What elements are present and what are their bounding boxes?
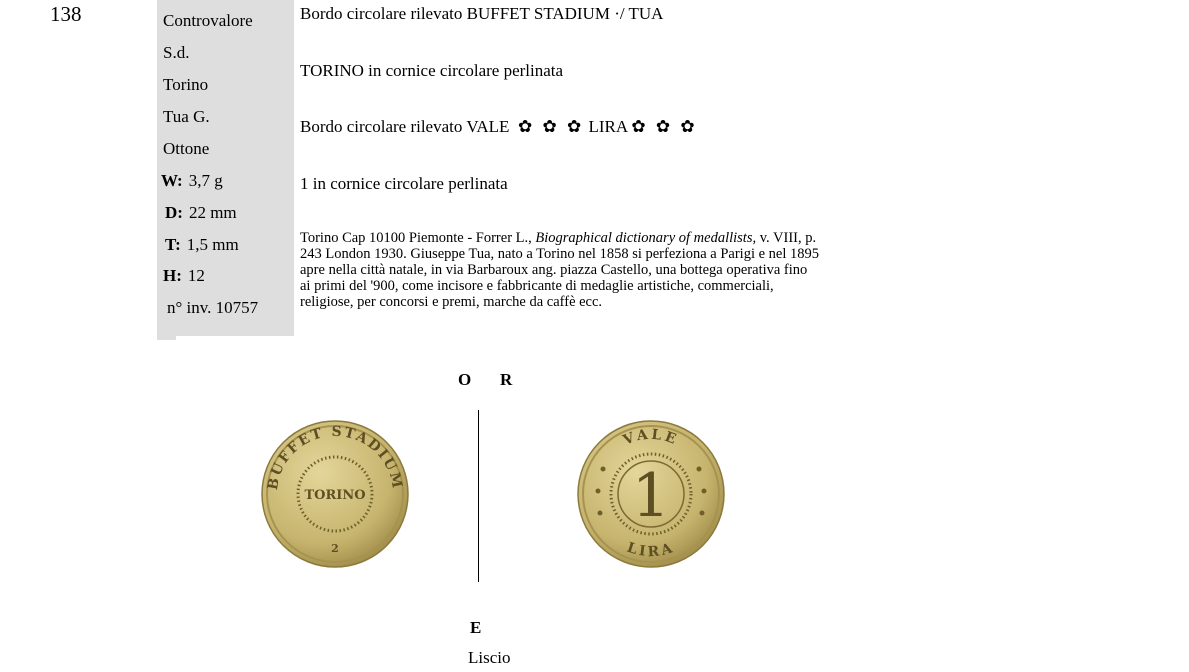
edge-label: E (470, 618, 482, 637)
sidebar-tail (157, 336, 176, 340)
metal: Ottone (163, 139, 210, 158)
reverse-coin-image (576, 419, 726, 569)
notes-part-2: v. VIII, p. 243 London 1930. Giuseppe Tua, nato a Torino nel 1858 si perfeziona a Parigi e nel 1895 apre nella città natale, in via Barbaroux ang. piazza Castello, una bottega operativa fino ai primi del '900, come incisore e fabbricante di medaglie artistiche, commerciali, religiose, per concorsi e premi, marche da caffè ecc. (300, 230, 820, 310)
reverse-label: R (500, 370, 513, 389)
height-label: H: (163, 266, 182, 285)
obverse-label: O (458, 370, 472, 389)
weight-label: W: (161, 171, 183, 190)
flower-ornaments-2: ✿ ✿ ✿ (631, 117, 698, 136)
thickness-label: T: (165, 235, 181, 254)
reverse-bottom-legend: LIRA (624, 539, 678, 561)
obverse-coin-image (260, 419, 410, 569)
flower-ornaments-1: ✿ ✿ ✿ (517, 117, 585, 136)
category: Controvalore (163, 11, 253, 30)
notes-part-1: Torino Cap 10100 Piemonte - Forrer L., (300, 230, 536, 246)
height-value: 12 (187, 266, 205, 285)
reverse-border-prefix: Bordo circolare rilevato VALE (300, 117, 510, 136)
weight (161, 171, 223, 191)
weight-value: 3,7 g (188, 171, 223, 190)
diameter-value: 22 mm (188, 203, 237, 222)
obverse-center-text: TORINO (304, 488, 366, 503)
divider-line (478, 410, 479, 582)
inventory-number: n° inv. 10757 (167, 298, 259, 317)
reverse-border-lira: LIRA (588, 117, 628, 136)
thickness (165, 235, 239, 255)
notes-book-title: Biographical dictionary of medallists, (535, 230, 757, 246)
reverse-center-numeral: 1 (631, 461, 671, 531)
reverse-border-description (300, 117, 698, 137)
obverse-legend: BUFFET STADIUM (264, 423, 406, 492)
notes-paragraph (300, 230, 820, 310)
obverse-center-description: TORINO in cornice circolare perlinata (300, 61, 564, 80)
maker: Tua G. (163, 107, 210, 126)
diameter (165, 203, 237, 223)
reverse-center-description: 1 in cornice circolare perlinata (300, 174, 508, 193)
thickness-value: 1,5 mm (186, 235, 239, 254)
reverse-top-legend: VALE (620, 426, 681, 449)
diameter-label: D: (165, 203, 183, 222)
obverse-border-description: Bordo circolare rilevato BUFFET STADIUM ·/ TUA (300, 4, 664, 23)
obverse-bottom-text: 2 (331, 542, 339, 555)
date: S.d. (163, 43, 190, 62)
city: Torino (163, 75, 209, 94)
item-number: 138 (50, 2, 82, 26)
edge-value: Liscio (468, 648, 511, 667)
height (163, 266, 205, 286)
